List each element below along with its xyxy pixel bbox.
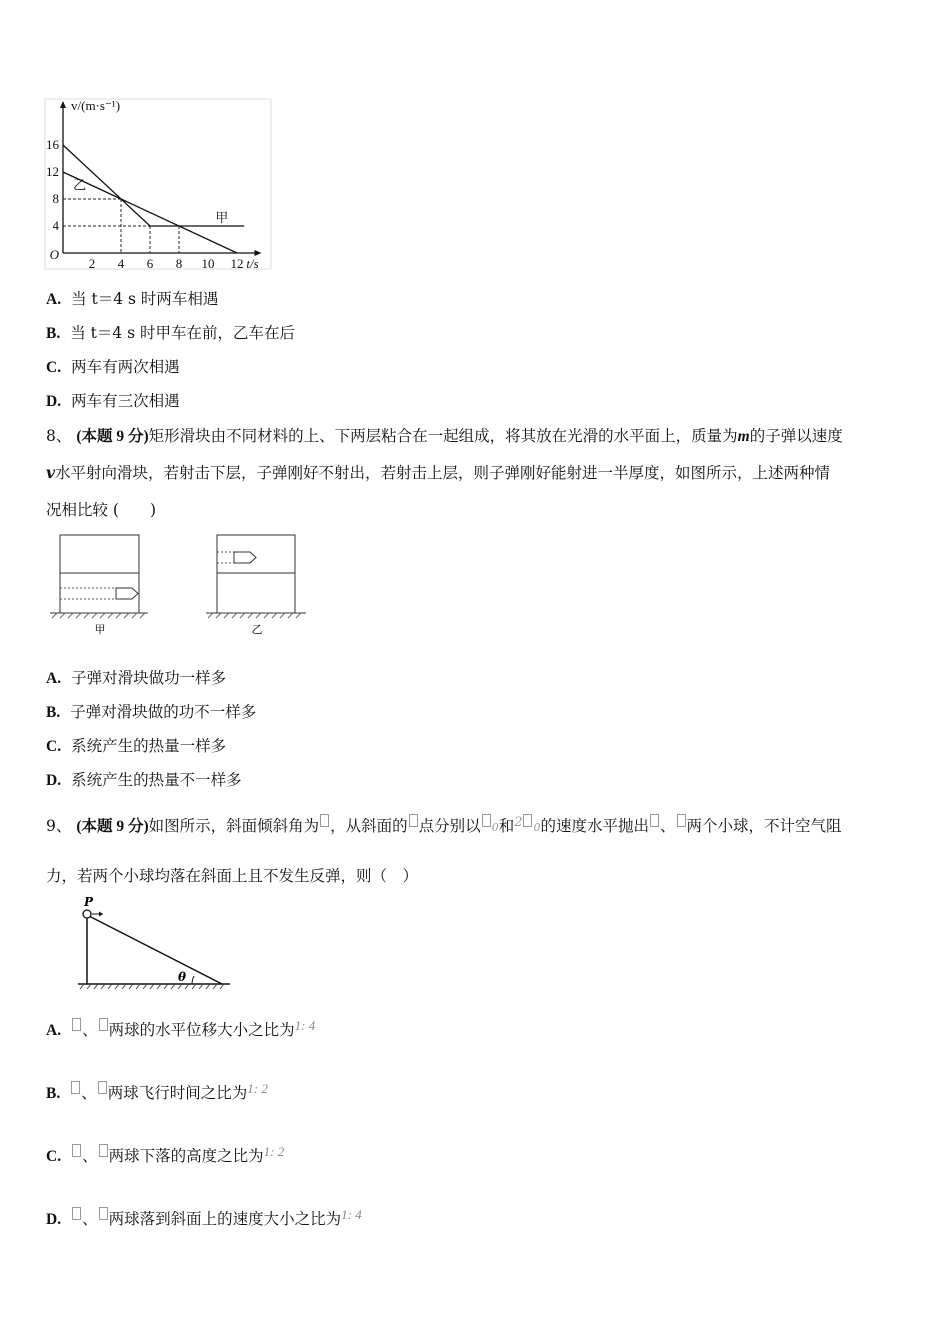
q8-option-d[interactable]: D. 系统产生的热量不一样多 bbox=[46, 771, 242, 789]
missing-symbol-icon bbox=[677, 814, 686, 827]
q9-option-d[interactable]: D. 、 两球落到斜面上的速度大小之比为$^{1: 4}$ bbox=[46, 1207, 362, 1228]
missing-symbol-icon bbox=[650, 814, 659, 827]
x-tick-label: 2 bbox=[88, 256, 96, 271]
q9-incline-figure bbox=[70, 893, 235, 993]
x-tick-label: 8 bbox=[175, 256, 183, 271]
q8-stem-line2: v水平射向滑块，若射击下层，子弹刚好不射出，若射击上层，则子弹刚好能射进一半厚度，如图所示，上述两种情 bbox=[46, 463, 831, 482]
missing-symbol-icon bbox=[99, 1207, 108, 1220]
q9-option-b[interactable]: B. 、 两球飞行时间之比为$^{1: 2}$ bbox=[46, 1081, 268, 1102]
series-line-yi bbox=[63, 172, 237, 253]
angle-theta-label: θ bbox=[178, 970, 187, 984]
series-label-jia: 甲 bbox=[215, 210, 229, 225]
q8-option-c[interactable]: C. 系统产生的热量一样多 bbox=[46, 737, 227, 755]
x-axis-label: t/s bbox=[246, 256, 259, 271]
q8-stem-line3: 况相比较 ( ) bbox=[46, 501, 157, 519]
x-tick-label: 12 bbox=[230, 256, 244, 271]
series-label-yi: 乙 bbox=[73, 177, 87, 193]
missing-symbol-icon bbox=[99, 1018, 108, 1031]
y-axis-arrow-icon bbox=[60, 101, 66, 108]
missing-symbol-icon bbox=[72, 1018, 81, 1031]
missing-symbol-icon bbox=[99, 1144, 108, 1157]
y-axis-label: v/(m·s⁻¹) bbox=[71, 98, 121, 113]
q9-stem-line1: 9、 (本题 9 分)如图所示，斜面倾斜角为 ，从斜面的 点分别以 0和$^2$ 0的速度水平抛出 、 两个小球，不计空气阻 bbox=[46, 815, 842, 835]
q8-option-b[interactable]: B. 子弹对滑块做的功不一样多 bbox=[46, 703, 257, 721]
q9-option-a[interactable]: A. 、 两球的水平位移大小之比为$^{1: 4}$ bbox=[46, 1018, 316, 1039]
missing-symbol-icon bbox=[98, 1081, 107, 1094]
q7-option-a[interactable]: A. 当 t＝4 s 时两车相遇 bbox=[46, 290, 219, 308]
q7-option-b[interactable]: B. 当 t＝4 s 时甲车在前，乙车在后 bbox=[46, 324, 296, 342]
origin-label: O bbox=[49, 247, 59, 262]
q7-option-d[interactable]: D. 两车有三次相遇 bbox=[46, 392, 180, 410]
y-tick-label: 4 bbox=[52, 218, 59, 233]
point-p-label: P bbox=[84, 895, 94, 909]
q8-figure bbox=[44, 530, 314, 642]
x-tick-label: 6 bbox=[146, 256, 154, 271]
q8-option-a[interactable]: A. 子弹对滑块做功一样多 bbox=[46, 669, 227, 687]
q9-option-c[interactable]: C. 、 两球下落的高度之比为$^{1: 2}$ bbox=[46, 1144, 285, 1165]
vt-chart bbox=[44, 98, 274, 273]
x-tick-label: 10 bbox=[201, 256, 215, 271]
missing-symbol-icon bbox=[523, 814, 532, 827]
missing-symbol-icon bbox=[71, 1081, 80, 1094]
y-tick-label: 12 bbox=[46, 164, 59, 179]
q8-fig-label-left: 甲 bbox=[94, 623, 106, 636]
missing-symbol-icon bbox=[320, 814, 329, 827]
q9-stem-line2: 力，若两个小球均落在斜面上且不发生反弹，则（ ） bbox=[46, 867, 419, 885]
x-tick-label: 4 bbox=[117, 256, 125, 271]
q7-option-c[interactable]: C. 两车有两次相遇 bbox=[46, 358, 180, 376]
q8-stem-line1: 8、 (本题 9 分)矩形滑块由不同材料的上、下两层粘合在一起组成，将其放在光滑的水平面上，质量为m的子弹以速度 bbox=[46, 427, 843, 445]
missing-symbol-icon bbox=[72, 1144, 81, 1157]
missing-symbol-icon bbox=[482, 814, 491, 827]
y-tick-label: 8 bbox=[52, 191, 59, 206]
missing-symbol-icon bbox=[409, 814, 418, 827]
missing-symbol-icon bbox=[72, 1207, 81, 1220]
q8-fig-label-right: 乙 bbox=[251, 623, 263, 636]
y-tick-label: 16 bbox=[46, 137, 59, 152]
